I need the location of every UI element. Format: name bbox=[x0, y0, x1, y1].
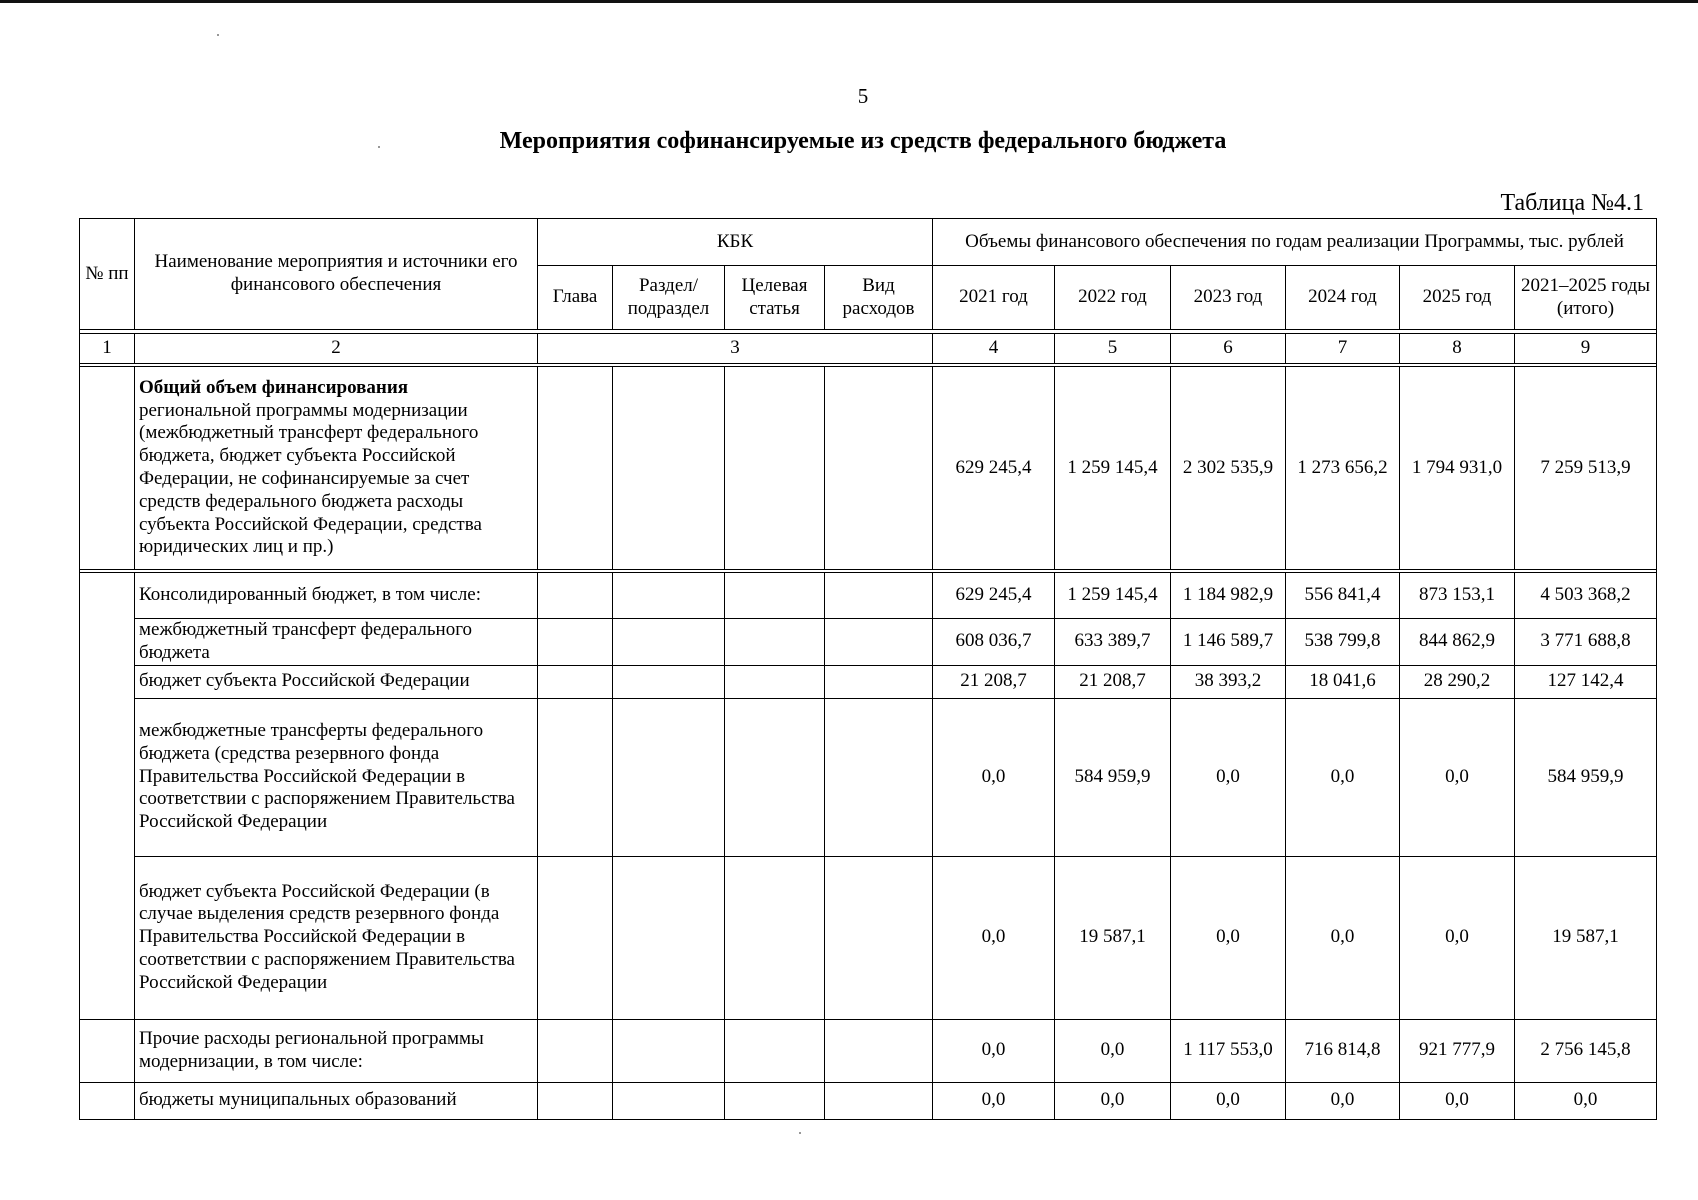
row-num bbox=[80, 1082, 135, 1119]
kbk-vid-cell bbox=[825, 665, 933, 698]
row-name: Консолидированный бюджет, в том числе: bbox=[135, 573, 538, 619]
row-name: бюджет субъекта Российской Федерации (в случае выделения средств резервного фонда Правительства Российской Федерации в соответствии с распоряжением Правительства Российской Федерации bbox=[135, 856, 538, 1019]
header-kbk: КБК bbox=[538, 219, 933, 266]
table-row bbox=[80, 1019, 1657, 1082]
kbk-statya-cell bbox=[725, 1082, 825, 1119]
kbk-glava-cell bbox=[538, 665, 613, 698]
header-kbk-razdel: Раздел/ подраздел bbox=[613, 266, 725, 330]
value-2022: 21 208,7 bbox=[1055, 665, 1171, 698]
value-2023: 38 393,2 bbox=[1171, 665, 1286, 698]
value-2022: 1 259 145,4 bbox=[1055, 573, 1171, 619]
header-year-2025: 2025 год bbox=[1400, 266, 1515, 330]
value-2023: 1 117 553,0 bbox=[1171, 1019, 1286, 1082]
value-total: 19 587,1 bbox=[1515, 856, 1657, 1019]
value-2021: 629 245,4 bbox=[933, 573, 1055, 619]
value-2024: 716 814,8 bbox=[1286, 1019, 1400, 1082]
scan-speck bbox=[217, 34, 219, 36]
kbk-razdel-cell bbox=[613, 856, 725, 1019]
kbk-glava-cell bbox=[538, 856, 613, 1019]
scan-speck bbox=[799, 1132, 801, 1134]
table-row bbox=[80, 573, 1657, 619]
value-2022: 1 259 145,4 bbox=[1055, 367, 1171, 570]
table-row bbox=[80, 1082, 1657, 1119]
header-year-total: 2021–2025 годы (итого) bbox=[1515, 266, 1657, 330]
kbk-razdel-cell bbox=[613, 619, 725, 666]
table-row bbox=[80, 856, 1657, 1019]
value-2023: 0,0 bbox=[1171, 1082, 1286, 1119]
table-label: Таблица №4.1 bbox=[1500, 190, 1644, 216]
header-year-2023: 2023 год bbox=[1171, 266, 1286, 330]
kbk-vid-cell bbox=[825, 573, 933, 619]
kbk-razdel-cell bbox=[613, 1019, 725, 1082]
row-name: бюджет субъекта Российской Федерации bbox=[135, 665, 538, 698]
kbk-razdel-cell bbox=[613, 665, 725, 698]
value-2024: 1 273 656,2 bbox=[1286, 367, 1400, 570]
value-2021: 629 245,4 bbox=[933, 367, 1055, 570]
value-2023: 2 302 535,9 bbox=[1171, 367, 1286, 570]
row-num bbox=[80, 573, 135, 1020]
col-number: 2 bbox=[135, 334, 538, 364]
kbk-glava-cell bbox=[538, 1019, 613, 1082]
table-row bbox=[80, 665, 1657, 698]
kbk-vid-cell bbox=[825, 698, 933, 856]
kbk-statya-cell bbox=[725, 619, 825, 666]
value-2021: 0,0 bbox=[933, 856, 1055, 1019]
scan-speck bbox=[378, 146, 380, 148]
kbk-statya-cell bbox=[725, 573, 825, 619]
value-2021: 0,0 bbox=[933, 1082, 1055, 1119]
value-2025: 1 794 931,0 bbox=[1400, 367, 1515, 570]
scan-top-edge bbox=[0, 0, 1698, 3]
value-2021: 0,0 bbox=[933, 698, 1055, 856]
header-kbk-glava: Глава bbox=[538, 266, 613, 330]
header-num: № пп bbox=[80, 219, 135, 330]
column-number-row bbox=[80, 334, 1657, 364]
header-kbk-vid: Вид расходов bbox=[825, 266, 933, 330]
col-number: 5 bbox=[1055, 334, 1171, 364]
kbk-vid-cell bbox=[825, 367, 933, 570]
kbk-statya-cell bbox=[725, 1019, 825, 1082]
row-name: Прочие расходы региональной программы модернизации, в том числе: bbox=[135, 1019, 538, 1082]
kbk-razdel-cell bbox=[613, 1082, 725, 1119]
value-2022: 633 389,7 bbox=[1055, 619, 1171, 666]
value-total: 127 142,4 bbox=[1515, 665, 1657, 698]
value-2024: 18 041,6 bbox=[1286, 665, 1400, 698]
value-2023: 1 184 982,9 bbox=[1171, 573, 1286, 619]
value-2022: 0,0 bbox=[1055, 1082, 1171, 1119]
value-2022: 19 587,1 bbox=[1055, 856, 1171, 1019]
value-2024: 0,0 bbox=[1286, 1082, 1400, 1119]
table-row bbox=[80, 619, 1657, 666]
value-2021: 608 036,7 bbox=[933, 619, 1055, 666]
value-2022: 584 959,9 bbox=[1055, 698, 1171, 856]
header-name: Наименование мероприятия и источники его финансового обеспечения bbox=[135, 219, 538, 330]
kbk-statya-cell bbox=[725, 367, 825, 570]
row-name bbox=[135, 367, 538, 570]
value-2024: 538 799,8 bbox=[1286, 619, 1400, 666]
value-2023: 1 146 589,7 bbox=[1171, 619, 1286, 666]
kbk-statya-cell bbox=[725, 698, 825, 856]
table-row bbox=[80, 367, 1657, 570]
header-year-2021: 2021 год bbox=[933, 266, 1055, 330]
page-number: 5 bbox=[857, 84, 869, 108]
kbk-glava-cell bbox=[538, 573, 613, 619]
value-2024: 0,0 bbox=[1286, 856, 1400, 1019]
value-2024: 0,0 bbox=[1286, 698, 1400, 856]
col-number: 8 bbox=[1400, 334, 1515, 364]
kbk-razdel-cell bbox=[613, 367, 725, 570]
header-year-2024: 2024 год bbox=[1286, 266, 1400, 330]
header-row-1 bbox=[80, 219, 1657, 266]
value-2025: 0,0 bbox=[1400, 1082, 1515, 1119]
document-title: Мероприятия софинансируемые из средств федерального бюджета bbox=[499, 128, 1227, 154]
col-number: 1 bbox=[80, 334, 135, 364]
kbk-statya-cell bbox=[725, 665, 825, 698]
kbk-vid-cell bbox=[825, 619, 933, 666]
value-2025: 873 153,1 bbox=[1400, 573, 1515, 619]
kbk-vid-cell bbox=[825, 1082, 933, 1119]
header-kbk-statya: Целевая статья bbox=[725, 266, 825, 330]
kbk-statya-cell bbox=[725, 856, 825, 1019]
value-2021: 0,0 bbox=[933, 1019, 1055, 1082]
row-name: межбюджетный трансферт федерального бюджета bbox=[135, 619, 538, 666]
row-name-bold: Общий объем финансирования bbox=[139, 376, 409, 398]
row-num bbox=[80, 367, 135, 570]
funding-table bbox=[79, 218, 1657, 1120]
kbk-vid-cell bbox=[825, 856, 933, 1019]
row-name: бюджеты муниципальных образований bbox=[135, 1082, 538, 1119]
row-num bbox=[80, 1019, 135, 1082]
col-number: 3 bbox=[538, 334, 933, 364]
kbk-glava-cell bbox=[538, 619, 613, 666]
value-2023: 0,0 bbox=[1171, 698, 1286, 856]
value-total: 584 959,9 bbox=[1515, 698, 1657, 856]
header-year-2022: 2022 год bbox=[1055, 266, 1171, 330]
value-2025: 0,0 bbox=[1400, 856, 1515, 1019]
col-number: 7 bbox=[1286, 334, 1400, 364]
kbk-razdel-cell bbox=[613, 698, 725, 856]
value-2025: 0,0 bbox=[1400, 698, 1515, 856]
value-total: 4 503 368,2 bbox=[1515, 573, 1657, 619]
value-2025: 28 290,2 bbox=[1400, 665, 1515, 698]
kbk-glava-cell bbox=[538, 367, 613, 570]
value-2023: 0,0 bbox=[1171, 856, 1286, 1019]
col-number: 4 bbox=[933, 334, 1055, 364]
value-2022: 0,0 bbox=[1055, 1019, 1171, 1082]
value-total: 2 756 145,8 bbox=[1515, 1019, 1657, 1082]
row-name: межбюджетные трансферты федерального бюджета (средства резервного фонда Правительства Российской Федерации в соответствии с распоряжением Правительства Российской Федерации bbox=[135, 698, 538, 856]
kbk-glava-cell bbox=[538, 698, 613, 856]
value-2021: 21 208,7 bbox=[933, 665, 1055, 698]
value-total: 0,0 bbox=[1515, 1082, 1657, 1119]
value-total: 3 771 688,8 bbox=[1515, 619, 1657, 666]
kbk-glava-cell bbox=[538, 1082, 613, 1119]
value-total: 7 259 513,9 bbox=[1515, 367, 1657, 570]
value-2024: 556 841,4 bbox=[1286, 573, 1400, 619]
kbk-vid-cell bbox=[825, 1019, 933, 1082]
row-name-text: региональной программы модернизации (межбюджетный трансферт федерального бюджета, бюджет субъекта Российской Федерации, не софинансируемые за счет средств федерального бюджета расходы субъекта Российской Федерации, средства юридических лиц и пр.) bbox=[139, 399, 482, 558]
header-funding: Объемы финансового обеспечения по годам реализации Программы, тыс. рублей bbox=[933, 219, 1657, 266]
col-number: 6 bbox=[1171, 334, 1286, 364]
col-number: 9 bbox=[1515, 334, 1657, 364]
kbk-razdel-cell bbox=[613, 573, 725, 619]
value-2025: 844 862,9 bbox=[1400, 619, 1515, 666]
value-2025: 921 777,9 bbox=[1400, 1019, 1515, 1082]
table-row bbox=[80, 698, 1657, 856]
